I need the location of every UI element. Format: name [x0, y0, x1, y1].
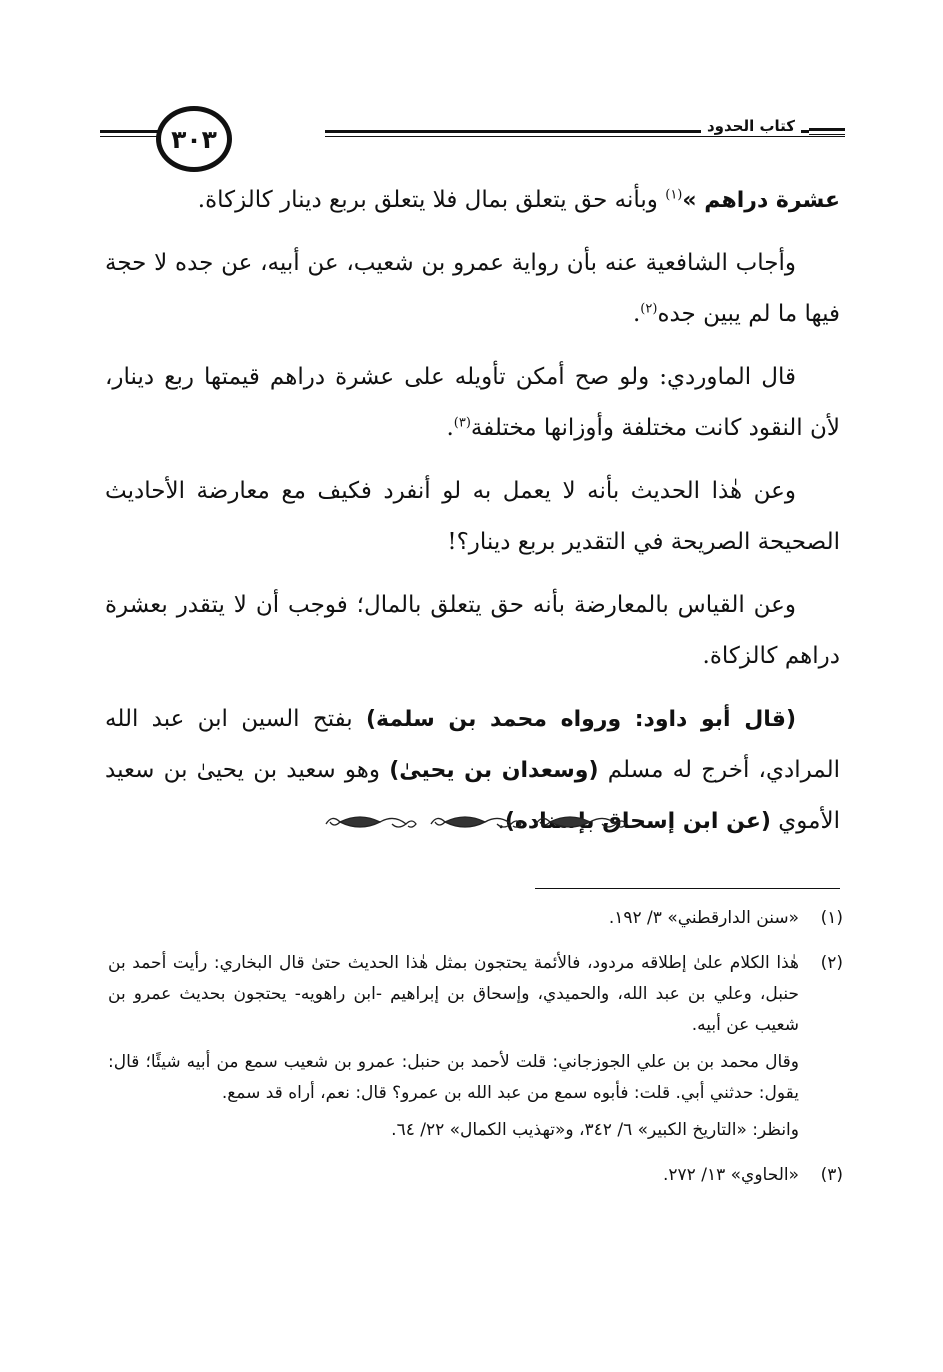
bold-phrase-3: (عن ابن إسحاق بإسناده): [504, 809, 771, 834]
paragraph-1: [105, 175, 840, 226]
bold-quote-end: عشرة دراهم »: [682, 188, 840, 213]
footnote-2-text-2: وقال محمد بن بن علي الجوزجاني: قلت لأحمد بن حنبل: عمرو بن شعيب سمع من أبيه شيئًا؛ قال: يقول: حدثني أبي. قلت: فأبوه سمع من عبد الله بن عمرو؟ قال: نعم، أراه قد سمع.: [108, 1052, 799, 1103]
header-rule-thin: [325, 136, 845, 137]
running-title: كتاب الحدود: [701, 117, 801, 135]
header-rule-left: [100, 130, 158, 133]
footnote-number: (٢): [820, 953, 843, 973]
paragraph-6-text-3: .: [497, 808, 505, 834]
footnote-body: [108, 903, 799, 940]
paragraph-2: [105, 238, 840, 340]
footnote-3: [108, 1160, 843, 1197]
footnote-ref-2[interactable]: (٢): [640, 301, 658, 317]
footnote-2-text-3: وانظر: «التاريخ الكبير» ٦/ ٣٤٢، و«تهذيب الكمال» ٢٢/ ٦٤.: [391, 1120, 799, 1140]
paragraph-3: [105, 352, 840, 454]
paragraph-2-text: وأجاب الشافعية عنه بأن رواية عمرو بن شعيب، عن أبيه، عن جده لا حجة فيها ما لم يبين جده: [105, 250, 840, 327]
paragraph-6-text-2: وهو سعيد بن يحيىٰ بن سعيد الأموي: [105, 757, 840, 834]
footnote-number: (١): [820, 908, 843, 928]
paragraph-3-text: قال الماوردي: ولو صح أمكن تأويله على عشرة دراهم قيمتها ربع دينار، لأن النقود كانت مختلفة وأوزانها مختلفة: [105, 364, 840, 441]
footnote-body: [108, 948, 799, 1152]
footnotes: [108, 903, 843, 1205]
bold-phrase-1: (قال أبو داود: ورواه محمد بن سلمة): [365, 707, 796, 732]
main-text: [105, 175, 840, 859]
footnote-separator: [535, 888, 840, 889]
paragraph-3-end: .: [446, 415, 454, 441]
page-number-text: ٣٠٣: [171, 124, 217, 154]
paragraph-1-text: وبأنه حق يتعلق بمال فلا يتعلق بربع دينار كالزكاة.: [197, 187, 666, 213]
paragraph-4: وعن هٰذا الحديث بأنه لا يعمل به لو أنفرد فكيف مع معارضة الأحاديث الصحيحة الصريحة في التقدير بربع دينار؟!: [105, 478, 840, 555]
page-header: [100, 100, 845, 170]
footnote-1-text: «سنن الدارقطني» ٣/ ١٩٢.: [608, 908, 799, 928]
paragraph-2-end: .: [632, 301, 641, 327]
header-rule-left-thin: [100, 136, 158, 137]
bold-phrase-2: (وسعدان بن يحيىٰ): [389, 758, 599, 783]
footnote-ref-3[interactable]: (٣): [453, 415, 471, 431]
footnote-ref-1[interactable]: (١): [665, 187, 683, 203]
footnote-1: [108, 903, 843, 940]
header-dash-icon: [809, 128, 845, 136]
footnote-2: [108, 948, 843, 1152]
paragraph-5: وعن القياس بالمعارضة بأنه حق يتعلق بالمال؛ فوجب أن لا يتقدر بعشرة دراهم كالزكاة.: [105, 592, 840, 669]
footnote-body: [108, 1160, 799, 1197]
floral-divider-icon: [318, 808, 638, 838]
paragraph-6-text-1: بفتح السين ابن عبد الله المرادي، أخرج له مسلم: [105, 706, 840, 783]
page-number: [156, 106, 232, 172]
footnote-number: (٣): [820, 1165, 843, 1185]
footnote-3-text: «الحاوي» ١٣/ ٢٧٢.: [663, 1165, 799, 1185]
footnote-2-text-1: هٰذا الكلام علىٰ إطلاقه مردود، فالأئمة يحتجون بمثل هٰذا الحديث حتىٰ قال البخاري: رأيت أحمد بن حنبل، وعلي بن عبد الله، والحميدي، وإسحاق بن إبراهيم -ابن راهويه- يحتجون بحديث عمرو بن شعيب عن أبيه.: [108, 953, 799, 1035]
